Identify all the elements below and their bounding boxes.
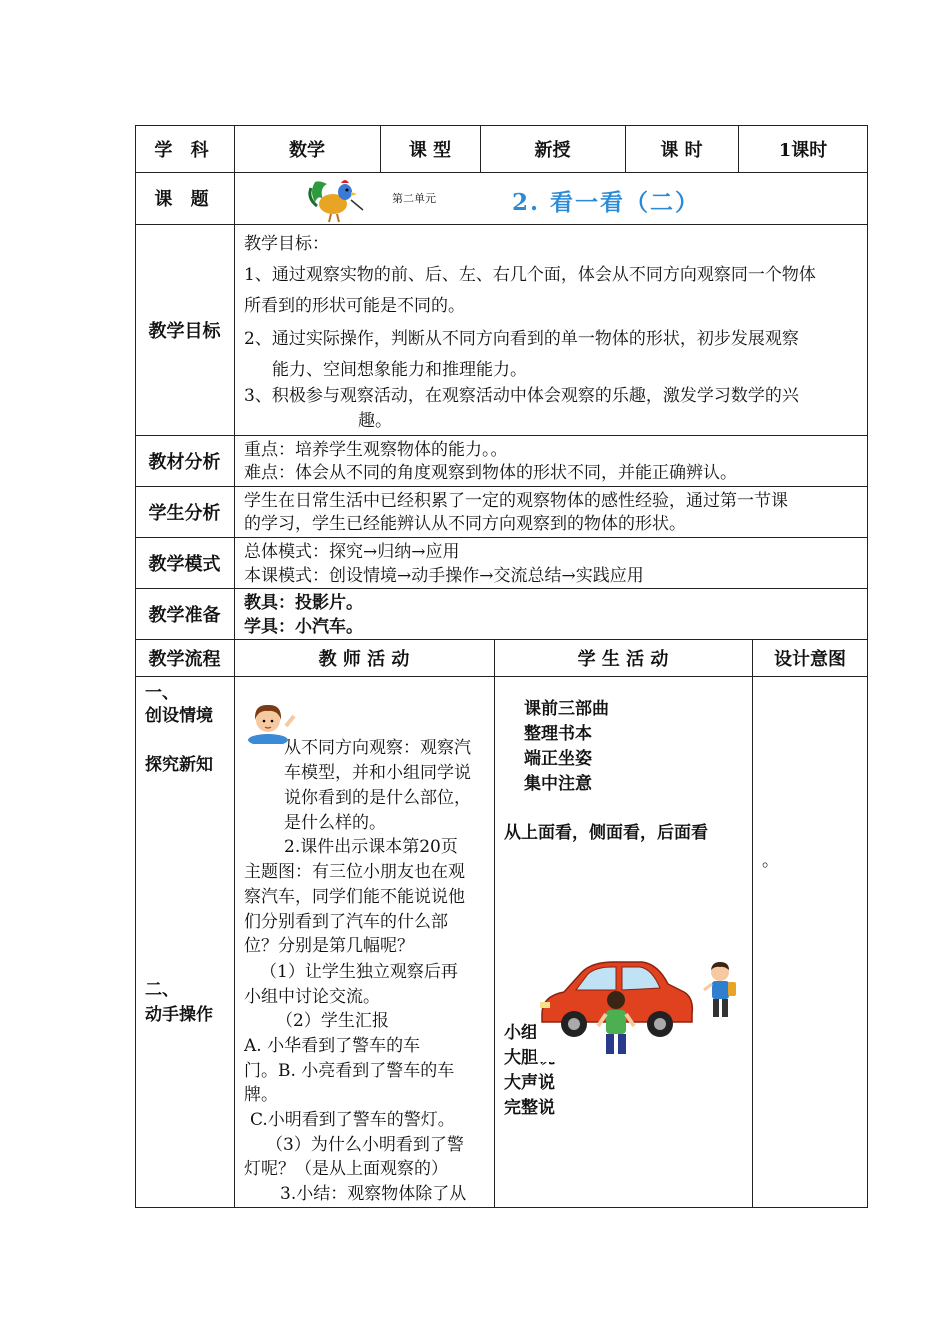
teacher-line: 察汽车，同学们能不能说说他: [244, 887, 465, 907]
type-label: 课 型: [408, 139, 452, 161]
teacher-line: 2.课件出示课本第20页: [284, 837, 458, 857]
mode-label: 教学模式: [148, 553, 221, 575]
material-label: 教材分析: [148, 451, 221, 473]
student-line: 端正坐姿: [524, 749, 592, 769]
teacher-line: 主题图：有三位小朋友也在观: [244, 862, 465, 882]
flow-student-header: 学 生 活 动: [577, 648, 669, 670]
goals-line: 能力、空间想象能力和推理能力。: [272, 360, 527, 380]
period-label: 课 时: [660, 139, 703, 161]
student-line: 课前三部曲: [524, 699, 609, 719]
topic-label: 课 题: [154, 189, 215, 210]
student-line: 整理书本: [524, 724, 592, 744]
teacher-line: （2）学生汇报: [276, 1011, 389, 1031]
lesson-title: 2. 看一看（二）: [512, 189, 701, 216]
goals-line: 所看到的形状可能是不同的。: [244, 296, 465, 316]
prep-label: 教学准备: [148, 604, 221, 626]
student-bottom-line: 完整说: [504, 1098, 555, 1118]
period-value: 1课时: [778, 139, 828, 161]
teacher-line: C.小明看到了警车的警灯。: [250, 1110, 455, 1130]
subject-value: 数学: [289, 139, 325, 161]
flow-step: 一、: [145, 683, 179, 703]
prep-line: 教具：投影片。: [244, 593, 363, 613]
teacher-line: 门。B. 小亮看到了警车的车: [244, 1061, 455, 1081]
student-line: 集中注意: [524, 774, 592, 794]
material-line: 难点：体会从不同的角度观察到物体的形状不同，并能正确辨认。: [244, 463, 737, 483]
goals-line: 1、通过观察实物的前、后、左、右几个面，体会从不同方向观察同一个物体: [244, 265, 816, 285]
teacher-line: （1）让学生独立观察后再: [260, 962, 458, 982]
unit-label: 第二单元: [392, 192, 436, 205]
student-analysis-line: 学生在日常生活中已经积累了一定的观察物体的感性经验，通过第一节课: [244, 491, 788, 511]
flow-step: 动手操作: [145, 1005, 213, 1025]
material-line: 重点：培养学生观察物体的能力。。: [244, 440, 508, 460]
car-illustration: [536, 952, 696, 1062]
student-bottom-line: 大声说: [504, 1073, 555, 1093]
subject-label: 学 科: [154, 139, 215, 161]
flow-design-header: 设计意图: [774, 648, 846, 670]
teacher-line: 3.小结：观察物体除了从: [280, 1184, 467, 1204]
teacher-line: 灯呢？（是从上面观察的）: [244, 1159, 448, 1179]
student-analysis-line: 的学习，学生已经能辨认从不同方向观察到的物体的形状。: [244, 514, 686, 534]
boy-icon: [702, 960, 742, 1024]
teacher-line: 牌。: [244, 1085, 278, 1105]
student-analysis-label: 学生分析: [148, 502, 221, 524]
rooster-icon: [305, 174, 375, 224]
student-bottom-line: 大胆说: [504, 1048, 555, 1068]
teacher-line: 小组中讨论交流。: [244, 987, 380, 1007]
teacher-line: A. 小华看到了警车的车: [244, 1036, 421, 1056]
flow-step: 创设情境: [145, 706, 213, 726]
prep-line: 学具：小汽车。: [244, 617, 363, 637]
teacher-line: 从不同方向观察：观察汽: [284, 738, 471, 758]
teacher-line: （3）为什么小明看到了警: [266, 1135, 464, 1155]
type-value: 新授: [534, 139, 571, 161]
student-bottom-line: 小组: [504, 1023, 538, 1043]
goals-line: 趣。: [358, 411, 392, 431]
teacher-line: 位？分别是第几幅呢？: [244, 936, 414, 956]
goals-line: 教学目标：: [244, 234, 329, 254]
design-note: 。: [762, 851, 779, 871]
mode-line: 总体模式：探究→归纳→应用: [244, 542, 460, 562]
teacher-line: 们分别看到了汽车的什么部: [244, 912, 448, 932]
goals-label: 教学目标: [148, 320, 221, 342]
teacher-line: 是什么样的。: [284, 813, 386, 833]
goals-line: 3、积极参与观察活动，在观察活动中体会观察的乐趣，激发学习数学的兴: [244, 386, 799, 406]
mode-line: 本课模式：创设情境→动手操作→交流总结→实践应用: [244, 566, 644, 586]
teacher-line: 车模型，并和小组同学说: [284, 763, 471, 783]
flow-step: 探究新知: [145, 755, 213, 775]
teacher-line: 说你看到的是什么部位，: [284, 788, 471, 808]
student-line: 从上面看，侧面看，后面看: [504, 823, 708, 843]
flow-step: 二、: [145, 980, 179, 1000]
flow-teacher-header: 教 师 活 动: [318, 648, 410, 670]
flow-process-header: 教学流程: [148, 648, 221, 670]
goals-line: 2、通过实际操作，判断从不同方向看到的单一物体的形状，初步发展观察: [244, 329, 799, 349]
